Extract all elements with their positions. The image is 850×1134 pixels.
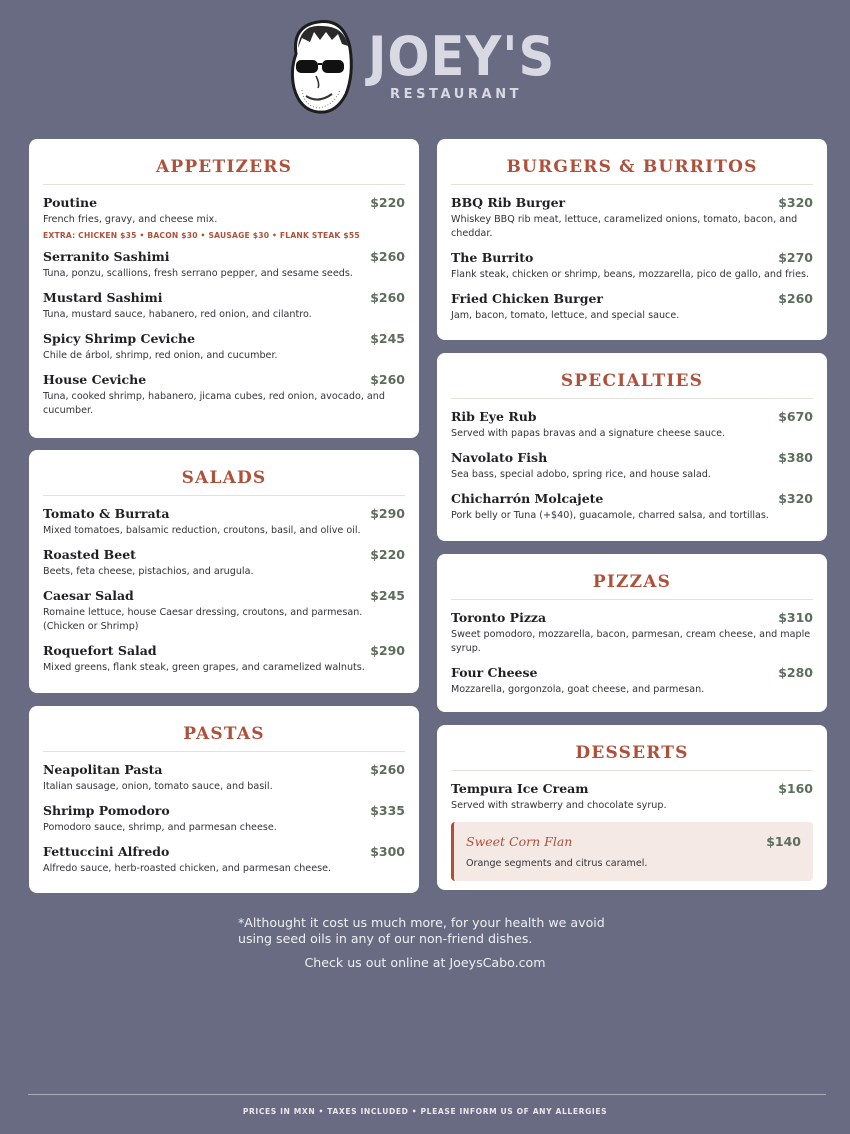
item-price: $380 <box>778 449 813 465</box>
section-title: DESSERTS <box>451 725 813 771</box>
item-description: Beets, feta cheese, pistachios, and arugula. <box>43 565 254 577</box>
menu-item <box>451 665 813 697</box>
item-name: Sweet Corn Flan <box>466 833 573 849</box>
menu-item <box>43 331 405 363</box>
pastas-section <box>29 706 419 893</box>
item-price: $335 <box>370 802 405 818</box>
item-name: Spicy Shrimp Ceviche <box>43 330 196 346</box>
item-price: $260 <box>778 290 813 306</box>
footer-divider <box>28 1094 826 1095</box>
item-description: Flank steak, chicken or shrimp, beans, mozzarella, pico de gallo, and fries. <box>451 268 810 280</box>
item-price: $260 <box>370 248 405 264</box>
item-description: Sweet pomodoro, mozzarella, bacon, parmesan, cream cheese, and maple syrup. <box>451 629 811 654</box>
seed-oil-note: *Althought it cost us much more, for your health we avoid using seed oils in any of our non-friend dishes. <box>238 915 605 946</box>
item-description: Italian sausage, onion, tomato sauce, and basil. <box>43 781 273 792</box>
menu-item <box>43 547 405 579</box>
item-name: Toronto Pizza <box>451 610 547 625</box>
item-description: Pomodoro sauce, shrimp, and parmesan cheese. <box>43 821 277 833</box>
menu-item <box>43 844 405 876</box>
appetizers-section <box>29 139 419 438</box>
item-name: House Ceviche <box>43 371 147 387</box>
item-name: Shrimp Pomodoro <box>43 802 170 818</box>
item-name: Navolato Fish <box>451 449 548 465</box>
footer-text: PRICES IN MXN • TAXES INCLUDED • PLEASE INFORM US OF ANY ALLERGIES <box>242 1107 608 1116</box>
item-price: $320 <box>778 195 813 210</box>
item-price: $220 <box>370 546 405 562</box>
item-name: Mustard Sashimi <box>43 289 163 305</box>
item-price: $260 <box>370 371 405 387</box>
item-name: BBQ Rib Burger <box>451 195 566 210</box>
item-price: $140 <box>766 833 801 849</box>
menu-item <box>43 249 405 281</box>
item-name: Caesar Salad <box>43 587 134 603</box>
section-title: PIZZAS <box>451 554 813 600</box>
section-title: BURGERS & BURRITOS <box>451 139 813 185</box>
item-description: Orange segments and citrus caramel. <box>466 857 648 869</box>
item-price: $160 <box>778 781 813 796</box>
item-description: Served with strawberry and chocolate syrup. <box>451 800 667 811</box>
salads-section <box>29 450 419 693</box>
restaurant-subtitle: RESTAURANT <box>390 87 523 102</box>
menu-item <box>43 372 405 418</box>
item-description: Jam, bacon, tomato, lettuce, and special sauce. <box>451 309 680 321</box>
item-price: $280 <box>778 664 813 680</box>
menu-item <box>451 195 813 241</box>
item-description: Tuna, mustard sauce, habanero, red onion, and cilantro. <box>43 308 312 320</box>
item-price: $245 <box>370 587 405 603</box>
item-price: $245 <box>370 330 405 346</box>
item-description: Served with papas bravas and a signature cheese sauce. <box>451 428 726 439</box>
item-name: Fried Chicken Burger <box>451 290 604 306</box>
desserts-section <box>437 725 827 890</box>
item-name: Roasted Beet <box>43 546 136 562</box>
item-price: $290 <box>370 642 405 658</box>
item-description: Pork belly or Tuna (+$40), guacamole, charred salsa, and tortillas. <box>451 509 769 521</box>
item-description: Alfredo sauce, herb-roasted chicken, and parmesan cheese. <box>43 862 332 874</box>
section-title: PASTAS <box>43 706 405 752</box>
item-price: $670 <box>778 409 813 424</box>
item-price: $270 <box>778 249 813 265</box>
header <box>0 0 850 130</box>
website-link[interactable]: Check us out online at JoeysCabo.com <box>304 955 546 970</box>
menu-item <box>43 195 405 240</box>
menu-item <box>451 491 813 523</box>
sunglasses-man-icon <box>282 14 362 120</box>
featured-dessert <box>451 822 813 881</box>
menu-item <box>43 506 405 538</box>
item-name: Four Cheese <box>451 664 538 680</box>
item-description: Mixed tomatoes, balsamic reduction, croutons, basil, and olive oil. <box>43 525 361 536</box>
item-description: Tuna, cooked shrimp, habanero, jicama cubes, red onion, avocado, and cucumber. <box>43 390 385 416</box>
restaurant-name: JOEY'S <box>368 25 556 88</box>
item-price: $220 <box>370 195 405 210</box>
menu-item <box>43 290 405 322</box>
item-extras: EXTRA: CHICKEN $35 • BACON $30 • SAUSAGE $30 • FLANK STEAK $55 <box>43 230 360 240</box>
item-price: $290 <box>370 506 405 521</box>
item-price: $310 <box>778 610 813 625</box>
burgers-section <box>437 139 827 340</box>
menu-item <box>43 588 405 634</box>
item-price: $300 <box>370 843 405 859</box>
section-title: SALADS <box>43 450 405 496</box>
item-name: Poutine <box>43 195 98 210</box>
item-name: Neapolitan Pasta <box>43 762 163 777</box>
menu-item <box>451 781 813 813</box>
menu-item <box>43 762 405 794</box>
item-name: Tomato & Burrata <box>43 506 170 521</box>
menu-item <box>451 291 813 323</box>
item-name: Serranito Sashimi <box>43 248 170 264</box>
specialties-section <box>437 353 827 541</box>
item-name: Chicharrón Molcajete <box>451 490 604 506</box>
item-description: Tuna, ponzu, scallions, fresh serrano pepper, and sesame seeds. <box>43 267 353 279</box>
item-price: $320 <box>778 490 813 506</box>
item-description: Romaine lettuce, house Caesar dressing, croutons, and parmesan. (Chicken or Shrimp) <box>43 606 363 632</box>
item-description: French fries, gravy, and cheese mix. <box>43 214 218 225</box>
item-name: Rib Eye Rub <box>451 409 537 424</box>
menu-item <box>451 409 813 441</box>
menu-item <box>451 610 813 656</box>
menu-item <box>451 250 813 282</box>
menu-item <box>43 803 405 835</box>
item-description: Sea bass, special adobo, spring rice, and house salad. <box>451 468 711 480</box>
item-description: Whiskey BBQ rib meat, lettuce, caramelized onions, tomato, bacon, and cheddar. <box>451 214 798 239</box>
item-name: Fettuccini Alfredo <box>43 843 170 859</box>
section-title: SPECIALTIES <box>451 353 813 399</box>
menu-item <box>451 450 813 482</box>
item-price: $260 <box>370 762 405 777</box>
menu-item <box>43 643 405 675</box>
item-name: Roquefort Salad <box>43 642 157 658</box>
pizzas-section <box>437 554 827 712</box>
item-description: Mozzarella, gorgonzola, goat cheese, and parmesan. <box>451 683 705 695</box>
item-name: The Burrito <box>451 249 534 265</box>
item-price: $260 <box>370 289 405 305</box>
item-name: Tempura Ice Cream <box>451 781 589 796</box>
section-title: APPETIZERS <box>43 139 405 185</box>
item-description: Mixed greens, flank steak, green grapes, and caramelized walnuts. <box>43 661 365 673</box>
item-description: Chile de árbol, shrimp, red onion, and cucumber. <box>43 349 278 361</box>
